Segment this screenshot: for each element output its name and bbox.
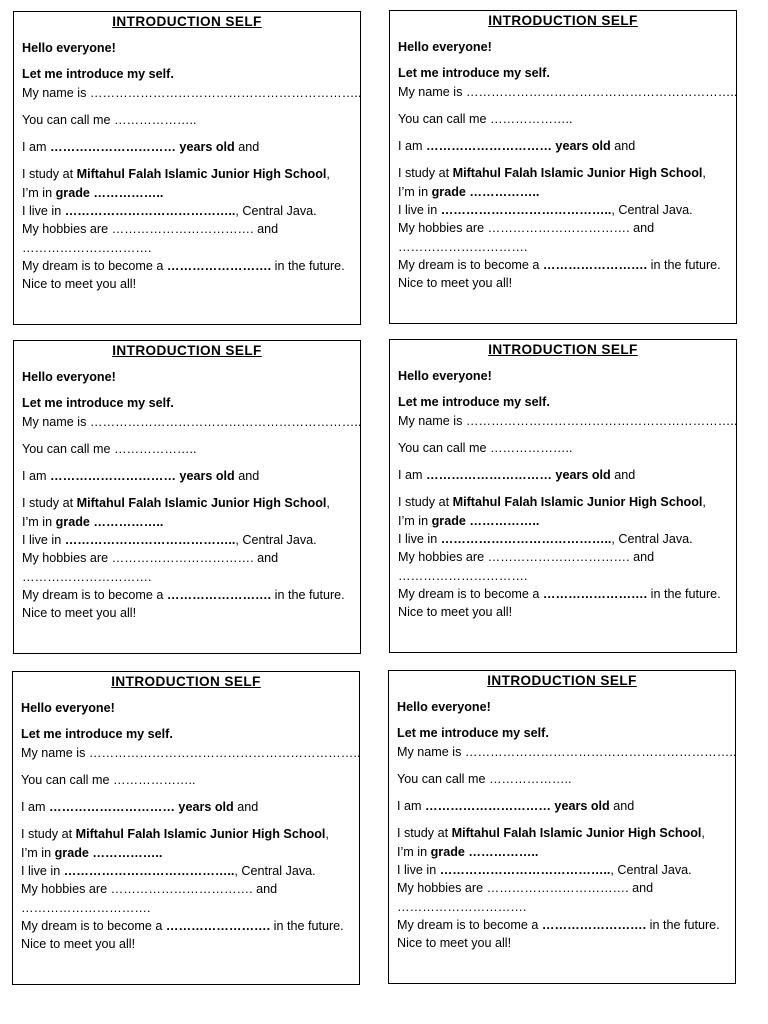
- intro-line: Let me introduce my self.: [22, 67, 174, 82]
- study-prefix: I study at: [398, 495, 453, 510]
- grade-line: [398, 512, 728, 530]
- grade-line: [21, 844, 351, 862]
- closing-line: Nice to meet you all!: [398, 276, 513, 291]
- live-line: [398, 201, 728, 219]
- live-dots: …………………………………..: [439, 863, 611, 878]
- live-line: [21, 862, 351, 880]
- dream-suffix: in the future.: [647, 257, 721, 272]
- live-dots: …………………………………..: [64, 533, 236, 548]
- card-title: INTRODUCTION SELF: [487, 673, 637, 688]
- live-dots: …………………………………..: [63, 864, 235, 879]
- dream-line: [22, 586, 352, 604]
- grade-dots: grade ……………..: [55, 185, 164, 200]
- card-title: INTRODUCTION SELF: [111, 674, 261, 689]
- hobbies-line: My hobbies are ……………………………. and ………………………….: [398, 550, 655, 583]
- live-prefix: I live in: [398, 203, 441, 218]
- live-dots: …………………………………..: [64, 204, 236, 219]
- live-line: [22, 531, 352, 549]
- grade-prefix: I’m in: [397, 844, 431, 859]
- dream-dots: …………………….: [166, 258, 272, 273]
- live-line: [398, 530, 728, 548]
- age-dots: ………………………… years old: [426, 468, 611, 483]
- intro-line: Let me introduce my self.: [21, 727, 173, 742]
- grade-line: [22, 513, 352, 531]
- live-prefix: I live in: [397, 863, 440, 878]
- study-line: [398, 164, 728, 182]
- live-line: [397, 861, 727, 879]
- live-dots: …………………………………..: [440, 532, 612, 547]
- greeting: Hello everyone!: [21, 701, 115, 715]
- grade-prefix: I’m in: [22, 514, 56, 529]
- study-prefix: I study at: [398, 166, 453, 181]
- intro-card-3: [13, 340, 361, 654]
- call-line: You can call me ………………..: [398, 440, 573, 455]
- dream-line: [21, 917, 351, 935]
- grade-prefix: I’m in: [21, 845, 55, 860]
- intro-card-1: [13, 11, 361, 325]
- age-suffix: and: [233, 800, 259, 815]
- school-name: Miftahul Falah Islamic Junior High School: [452, 166, 703, 181]
- study-suffix: ,: [702, 166, 706, 181]
- age-line: [397, 797, 727, 815]
- closing-line: Nice to meet you all!: [21, 937, 136, 952]
- intro-line: Let me introduce my self.: [398, 66, 550, 81]
- age-prefix: I am: [398, 468, 426, 483]
- intro-card-4: [389, 339, 737, 653]
- age-line: [22, 138, 352, 156]
- age-dots: ………………………… years old: [50, 469, 235, 484]
- grade-dots: grade ……………..: [431, 513, 540, 528]
- hobbies-line: My hobbies are ……………………………. and ………………………….: [22, 551, 279, 584]
- name-line: My name is ………………………………………………………..: [22, 85, 362, 100]
- age-dots: ………………………… years old: [425, 799, 610, 814]
- dream-dots: …………………….: [165, 918, 271, 933]
- dream-prefix: My dream is to become a: [397, 917, 542, 932]
- age-line: [22, 467, 352, 485]
- grade-prefix: I’m in: [22, 185, 56, 200]
- live-prefix: I live in: [398, 532, 441, 547]
- grade-dots: grade ……………..: [430, 844, 539, 859]
- age-dots: ………………………… years old: [426, 139, 611, 154]
- live-suffix: , Central Java.: [611, 203, 693, 218]
- dream-prefix: My dream is to become a: [22, 258, 167, 273]
- age-line: [398, 137, 728, 155]
- age-prefix: I am: [22, 140, 50, 155]
- intro-card-5: [12, 671, 360, 985]
- card-title: INTRODUCTION SELF: [488, 342, 638, 357]
- grade-prefix: I’m in: [398, 513, 432, 528]
- live-suffix: , Central Java.: [234, 864, 316, 879]
- greeting: Hello everyone!: [398, 40, 492, 54]
- age-suffix: and: [610, 139, 636, 154]
- live-prefix: I live in: [21, 864, 64, 879]
- grade-line: [397, 843, 727, 861]
- live-suffix: , Central Java.: [610, 863, 692, 878]
- intro-line: Let me introduce my self.: [22, 396, 174, 411]
- greeting: Hello everyone!: [397, 700, 491, 714]
- hobbies-line: My hobbies are ……………………………. and ………………………….: [398, 221, 655, 254]
- grade-prefix: I’m in: [398, 184, 432, 199]
- dream-suffix: in the future.: [647, 586, 721, 601]
- dream-line: [397, 916, 727, 934]
- card-title: INTRODUCTION SELF: [488, 13, 638, 28]
- dream-suffix: in the future.: [271, 587, 345, 602]
- school-name: Miftahul Falah Islamic Junior High School: [451, 826, 702, 841]
- study-prefix: I study at: [397, 826, 452, 841]
- age-prefix: I am: [397, 799, 425, 814]
- closing-line: Nice to meet you all!: [398, 605, 513, 620]
- age-dots: ………………………… years old: [50, 140, 235, 155]
- dream-line: [22, 257, 352, 275]
- live-prefix: I live in: [22, 204, 65, 219]
- intro-card-6: [388, 670, 736, 984]
- hobbies-line: My hobbies are ……………………………. and ………………………….: [397, 881, 654, 914]
- greeting: Hello everyone!: [22, 41, 116, 55]
- dream-suffix: in the future.: [270, 918, 344, 933]
- live-suffix: , Central Java.: [235, 204, 317, 219]
- study-suffix: ,: [325, 827, 329, 842]
- intro-line: Let me introduce my self.: [398, 395, 550, 410]
- closing-line: Nice to meet you all!: [22, 606, 137, 621]
- age-dots: ………………………… years old: [49, 800, 234, 815]
- study-line: [22, 165, 352, 183]
- name-line: My name is ………………………………………………………..: [398, 413, 738, 428]
- age-line: [21, 798, 351, 816]
- dream-dots: …………………….: [166, 587, 272, 602]
- call-line: You can call me ………………..: [398, 111, 573, 126]
- live-dots: …………………………………..: [440, 203, 612, 218]
- greeting: Hello everyone!: [22, 370, 116, 384]
- grade-dots: grade ……………..: [55, 514, 164, 529]
- age-suffix: and: [234, 140, 260, 155]
- live-suffix: , Central Java.: [611, 532, 693, 547]
- card-title: INTRODUCTION SELF: [112, 343, 262, 358]
- study-prefix: I study at: [22, 496, 77, 511]
- card-title: INTRODUCTION SELF: [112, 14, 262, 29]
- call-line: You can call me ………………..: [22, 112, 197, 127]
- dream-line: [398, 256, 728, 274]
- dream-suffix: in the future.: [271, 258, 345, 273]
- age-suffix: and: [609, 799, 635, 814]
- intro-card-2: [389, 10, 737, 324]
- age-suffix: and: [234, 469, 260, 484]
- study-suffix: ,: [702, 495, 706, 510]
- call-line: You can call me ………………..: [22, 441, 197, 456]
- school-name: Miftahul Falah Islamic Junior High School: [452, 495, 703, 510]
- dream-prefix: My dream is to become a: [22, 587, 167, 602]
- dream-dots: …………………….: [541, 917, 647, 932]
- closing-line: Nice to meet you all!: [397, 936, 512, 951]
- study-suffix: ,: [326, 167, 330, 182]
- closing-line: Nice to meet you all!: [22, 277, 137, 292]
- age-suffix: and: [610, 468, 636, 483]
- study-line: [398, 493, 728, 511]
- study-line: [22, 494, 352, 512]
- call-line: You can call me ………………..: [21, 772, 196, 787]
- grade-line: [22, 184, 352, 202]
- greeting: Hello everyone!: [398, 369, 492, 383]
- intro-line: Let me introduce my self.: [397, 726, 549, 741]
- study-prefix: I study at: [22, 167, 77, 182]
- age-prefix: I am: [22, 469, 50, 484]
- school-name: Miftahul Falah Islamic Junior High School: [76, 167, 327, 182]
- school-name: Miftahul Falah Islamic Junior High School: [76, 496, 327, 511]
- study-line: [397, 824, 727, 842]
- dream-prefix: My dream is to become a: [398, 257, 543, 272]
- hobbies-line: My hobbies are ……………………………. and ………………………….: [21, 882, 278, 915]
- age-prefix: I am: [398, 139, 426, 154]
- school-name: Miftahul Falah Islamic Junior High School: [75, 827, 326, 842]
- live-prefix: I live in: [22, 533, 65, 548]
- dream-dots: …………………….: [542, 586, 648, 601]
- grade-dots: grade ……………..: [54, 845, 163, 860]
- dream-dots: …………………….: [542, 257, 648, 272]
- study-line: [21, 825, 351, 843]
- call-line: You can call me ………………..: [397, 771, 572, 786]
- name-line: My name is ………………………………………………………..: [21, 745, 361, 760]
- study-prefix: I study at: [21, 827, 76, 842]
- age-line: [398, 466, 728, 484]
- study-suffix: ,: [701, 826, 705, 841]
- hobbies-line: My hobbies are ……………………………. and ………………………….: [22, 222, 279, 255]
- live-suffix: , Central Java.: [235, 533, 317, 548]
- dream-prefix: My dream is to become a: [398, 586, 543, 601]
- live-line: [22, 202, 352, 220]
- dream-prefix: My dream is to become a: [21, 918, 166, 933]
- grade-line: [398, 183, 728, 201]
- name-line: My name is ………………………………………………………..: [398, 84, 738, 99]
- name-line: My name is ………………………………………………………..: [397, 744, 737, 759]
- age-prefix: I am: [21, 800, 49, 815]
- name-line: My name is ………………………………………………………..: [22, 414, 362, 429]
- grade-dots: grade ……………..: [431, 184, 540, 199]
- study-suffix: ,: [326, 496, 330, 511]
- dream-line: [398, 585, 728, 603]
- dream-suffix: in the future.: [646, 917, 720, 932]
